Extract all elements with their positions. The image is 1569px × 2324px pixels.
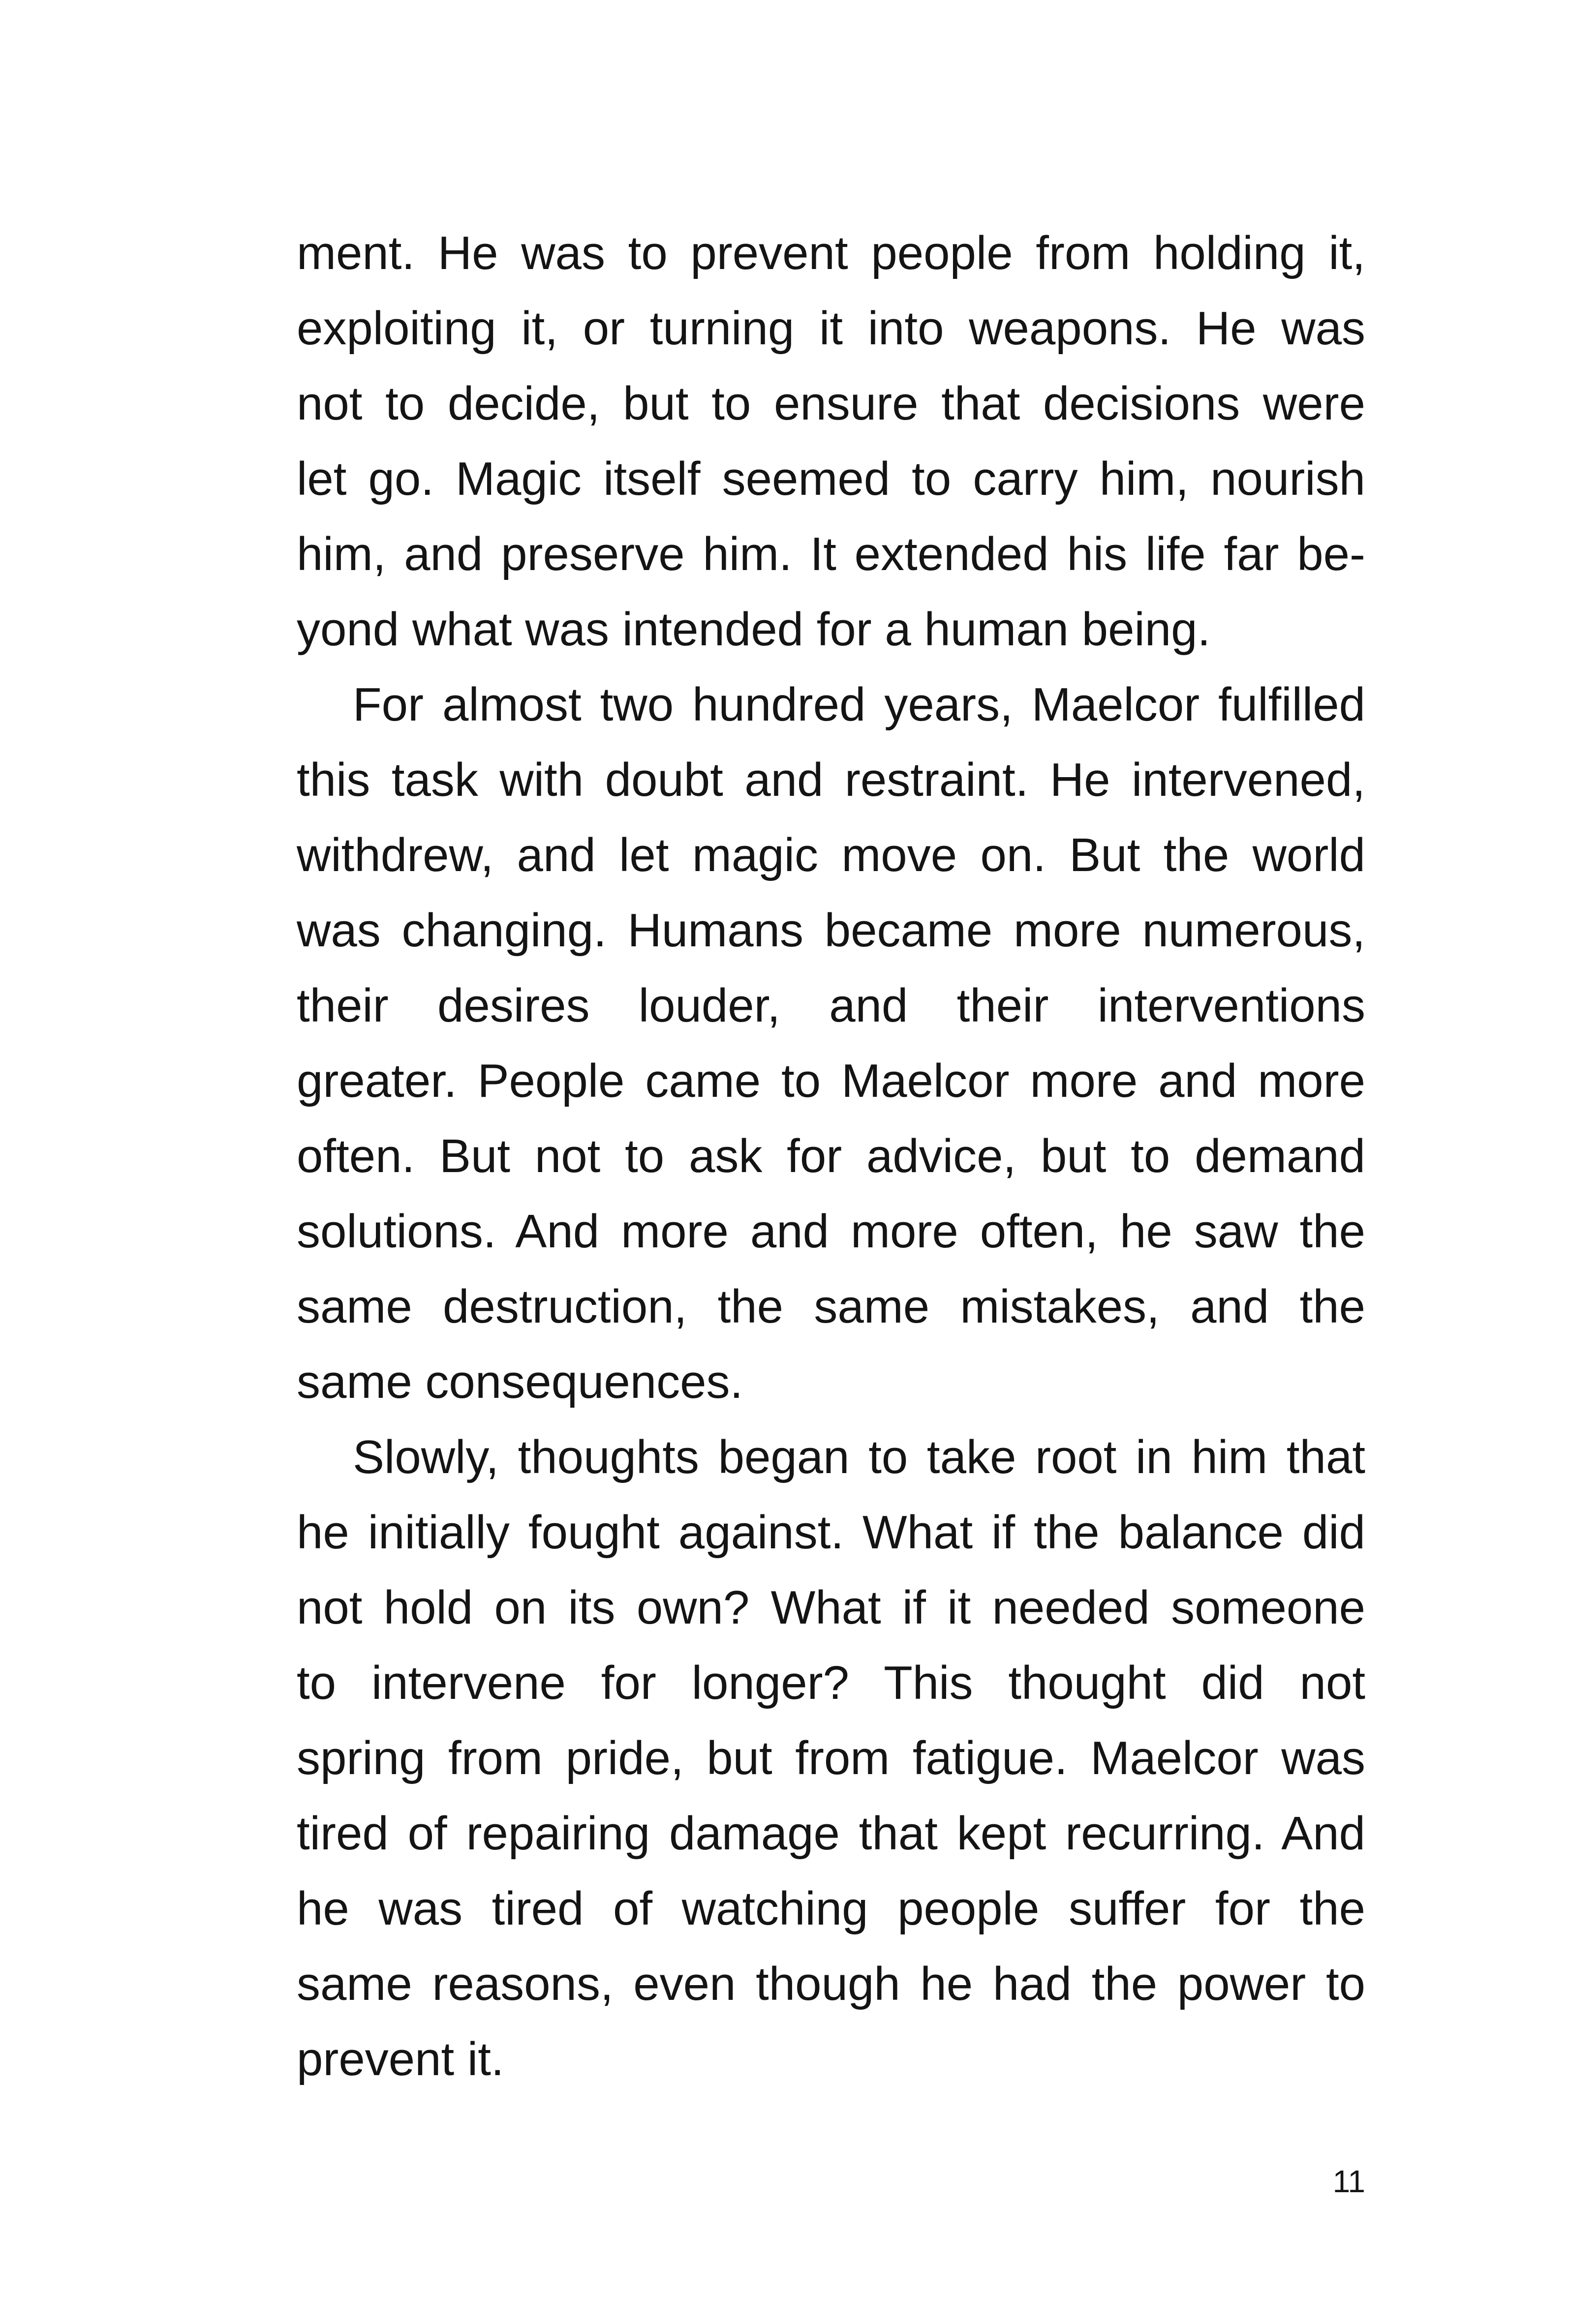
page-number: 11 — [1332, 2164, 1365, 2199]
text-line: their desires louder, and their interventions — [297, 979, 1365, 1032]
text-line: exploiting it, or turning it into weapons. He was — [297, 302, 1365, 355]
paragraph — [297, 667, 1365, 1419]
text-line: not hold on its own? What if it needed someone — [297, 1581, 1365, 1634]
text-line: spring from pride, but from fatigue. Maelcor was — [297, 1732, 1365, 1784]
text-line: prevent it. — [297, 2033, 504, 2085]
body-text — [297, 215, 1365, 2097]
text-line: tired of repairing damage that kept recurring. And — [297, 1807, 1365, 1860]
text-line: same destruction, the same mistakes, and the — [297, 1280, 1365, 1333]
text-line: Slowly, thoughts began to take root in him that — [353, 1431, 1365, 1483]
text-line: not to decide, but to ensure that decisions were — [297, 377, 1365, 430]
text-line: greater. People came to Maelcor more and more — [297, 1055, 1365, 1107]
paragraph — [297, 1419, 1365, 2097]
text-line: was changing. Humans became more numerous, — [297, 904, 1365, 957]
text-line: ment. He was to prevent people from holding it, — [297, 227, 1365, 279]
text-line: same consequences. — [297, 1356, 743, 1408]
text-line: he was tired of watching people suffer for the — [297, 1882, 1365, 1935]
text-line: him, and preserve him. It extended his life far be- — [297, 528, 1365, 580]
text-line: often. But not to ask for advice, but to demand — [297, 1130, 1365, 1182]
text-line: let go. Magic itself seemed to carry him, nourish — [297, 453, 1365, 505]
text-line: For almost two hundred years, Maelcor fulfilled — [353, 678, 1365, 731]
text-line: same reasons, even though he had the power to — [297, 1958, 1365, 2010]
text-line: withdrew, and let magic move on. But the world — [297, 829, 1365, 881]
text-line: yond what was intended for a human being. — [297, 603, 1211, 656]
text-line: this task with doubt and restraint. He intervened, — [297, 754, 1365, 806]
text-line: to intervene for longer? This thought did not — [297, 1657, 1365, 1709]
text-line: solutions. And more and more often, he saw the — [297, 1205, 1365, 1258]
text-line: he initially fought against. What if the balance did — [297, 1506, 1365, 1559]
paragraph — [297, 215, 1365, 667]
